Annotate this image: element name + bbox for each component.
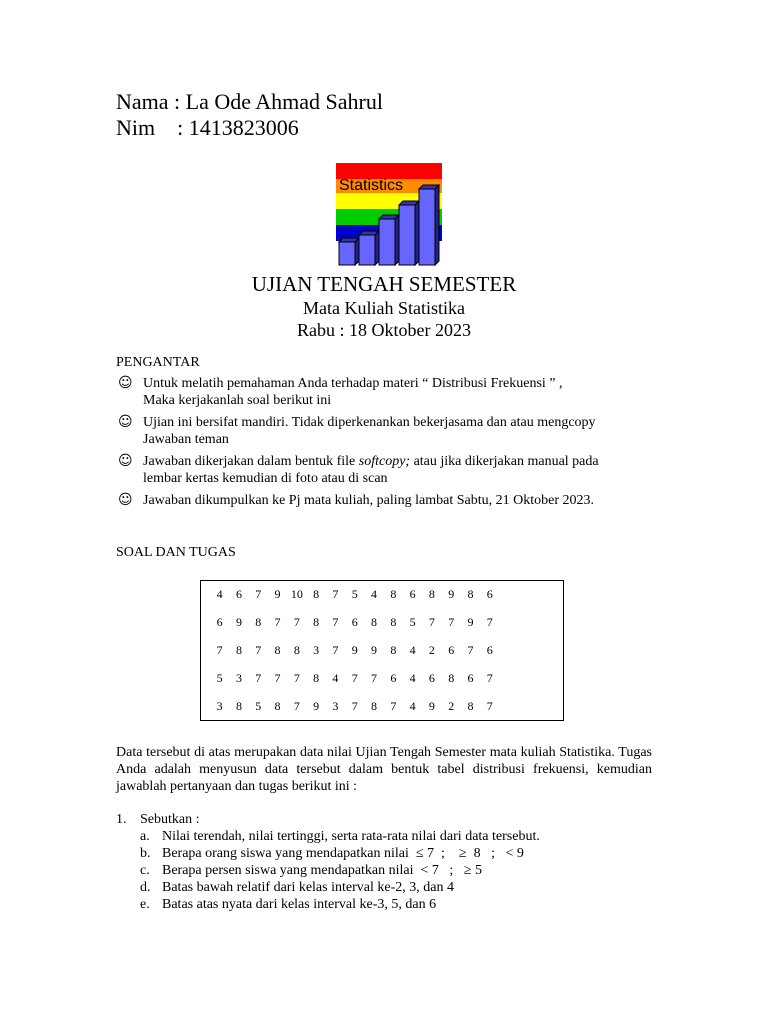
data-value: 7 [486, 615, 493, 629]
data-value: 6 [486, 643, 493, 657]
data-value: 5 [409, 615, 416, 629]
exam-title: UJIAN TENGAH SEMESTER [251, 272, 517, 296]
data-row [210, 642, 559, 658]
data-row [210, 670, 559, 686]
student-nim-line: Nim : 1413823006 [116, 115, 299, 140]
task-heading: SOAL DAN TUGAS [116, 545, 236, 560]
data-value: 8 [390, 615, 397, 629]
data-value: 7 [274, 615, 281, 629]
sub-question-list [140, 828, 656, 913]
data-value: 6 [467, 671, 474, 685]
course-subtitle: Mata Kuliah Statistika [303, 298, 465, 318]
data-value: 3 [216, 699, 223, 713]
data-value: 4 [409, 643, 416, 657]
data-value: 6 [428, 671, 435, 685]
data-value: 7 [255, 671, 262, 685]
data-value: 9 [371, 643, 378, 657]
data-value: 7 [448, 615, 455, 629]
data-value: 8 [313, 615, 320, 629]
data-value: 5 [351, 587, 358, 601]
data-value: 7 [332, 643, 339, 657]
smiley-icon: ☺ [118, 492, 133, 508]
data-value: 7 [390, 699, 397, 713]
smiley-icon: ☺ [118, 453, 133, 469]
exam-score-data-box [200, 580, 564, 721]
intro-heading: PENGANTAR [116, 355, 200, 370]
data-value: 7 [486, 699, 493, 713]
data-value: 8 [448, 671, 455, 685]
intro-bullet: ☺ Untuk melatih pemahaman Anda terhadap materi “ Distribusi Frekuensi ” , Maka kerjakanlah soal berikut ini [118, 375, 563, 408]
data-value: 9 [467, 615, 474, 629]
data-value: 9 [428, 699, 435, 713]
data-value: 6 [235, 587, 242, 601]
data-value: 9 [313, 699, 320, 713]
intro-bullet: ☺ Ujian ini bersifat mandiri. Tidak diperkenankan bekerjasama dan atau mengcopy Jawaban teman [118, 414, 596, 447]
data-value: 7 [293, 699, 300, 713]
sub-question: e. Batas atas nyata dari kelas interval ke-3, 5, dan 6 [140, 897, 437, 912]
smiley-icon: ☺ [118, 375, 133, 391]
data-value: 7 [351, 671, 358, 685]
data-value: 9 [351, 643, 358, 657]
data-value: 8 [390, 587, 397, 601]
intro-bullet: ☺ Jawaban dikumpulkan ke Pj mata kuliah, paling lambat Sabtu, 21 Oktober 2023. [118, 492, 595, 508]
data-value: 5 [255, 699, 262, 713]
data-value: 10 [290, 587, 303, 601]
logo-text: Statistics [339, 177, 404, 194]
data-value: 8 [371, 699, 378, 713]
data-value: 6 [409, 587, 416, 601]
data-value: 8 [235, 699, 242, 713]
data-value: 7 [274, 671, 281, 685]
data-value: 8 [235, 643, 242, 657]
sub-question: c. Berapa persen siswa yang mendapatkan nilai < 7 ; ≥ 5 [140, 863, 482, 878]
data-value: 7 [216, 643, 223, 657]
data-value: 8 [428, 587, 435, 601]
data-value: 9 [274, 587, 281, 601]
data-row [210, 698, 559, 714]
data-value: 7 [255, 587, 262, 601]
data-value: 8 [255, 615, 262, 629]
task-paragraph: Data tersebut di atas merupakan data nilai Ujian Tengah Semester mata kuliah Statistika. Tugas Anda adalah menyusun data tersebut dalam bentuk tabel distribusi frekuensi, kemudian jawablah pertanyaan dan tugas berikut ini : [116, 745, 652, 794]
sub-question: d. Batas bawah relatif dari kelas interval ke-2, 3, dan 4 [140, 880, 454, 895]
data-value: 7 [293, 615, 300, 629]
data-value: 6 [448, 643, 455, 657]
data-row [210, 614, 559, 630]
data-value: 6 [351, 615, 358, 629]
student-name-line: Nama : La Ode Ahmad Sahrul [116, 89, 383, 114]
data-value: 3 [313, 643, 320, 657]
data-value: 8 [467, 699, 474, 713]
data-value: 4 [332, 671, 339, 685]
question-1 [116, 811, 656, 913]
statistics-logo-icon [336, 163, 442, 268]
data-value: 4 [409, 699, 416, 713]
data-value: 3 [235, 671, 242, 685]
data-value: 8 [293, 643, 300, 657]
data-value: 4 [216, 587, 223, 601]
sub-question: b. Berapa orang siswa yang mendapatkan nilai ≤ 7 ; ≥ 8 ; < 9 [140, 846, 524, 861]
data-value: 2 [428, 643, 435, 657]
data-value: 8 [371, 615, 378, 629]
exam-date: Rabu : 18 Oktober 2023 [297, 320, 471, 340]
data-value: 7 [293, 671, 300, 685]
data-value: 7 [428, 615, 435, 629]
question-text: Sebutkan : [140, 812, 200, 827]
data-value: 8 [313, 671, 320, 685]
smiley-icon: ☺ [118, 414, 133, 430]
data-value: 7 [351, 699, 358, 713]
data-value: 7 [332, 615, 339, 629]
question-number: 1. [116, 812, 127, 827]
data-value: 7 [486, 671, 493, 685]
data-value: 7 [255, 643, 262, 657]
data-value: 8 [390, 643, 397, 657]
data-value: 4 [409, 671, 416, 685]
data-value: 8 [467, 587, 474, 601]
data-value: 7 [467, 643, 474, 657]
data-value: 8 [313, 587, 320, 601]
data-value: 8 [274, 643, 281, 657]
sub-question: a. Nilai terendah, nilai tertinggi, serta rata-rata nilai dari data tersebut. [140, 829, 540, 844]
data-value: 6 [216, 615, 223, 629]
data-value: 7 [371, 671, 378, 685]
intro-bullet-list [116, 375, 676, 514]
data-value: 7 [332, 587, 339, 601]
intro-bullet: ☺ Jawaban dikerjakan dalam bentuk file softcopy; atau jika dikerjakan manual pada lembar kertas kemudian di foto atau di scan [118, 453, 599, 486]
data-value: 9 [448, 587, 455, 601]
data-value: 3 [332, 699, 339, 713]
data-value: 5 [216, 671, 223, 685]
data-value: 4 [371, 587, 378, 601]
data-row [210, 586, 559, 602]
data-value: 2 [448, 699, 455, 713]
data-value: 6 [486, 587, 493, 601]
data-value: 8 [274, 699, 281, 713]
data-value: 6 [390, 671, 397, 685]
data-value: 9 [235, 615, 242, 629]
